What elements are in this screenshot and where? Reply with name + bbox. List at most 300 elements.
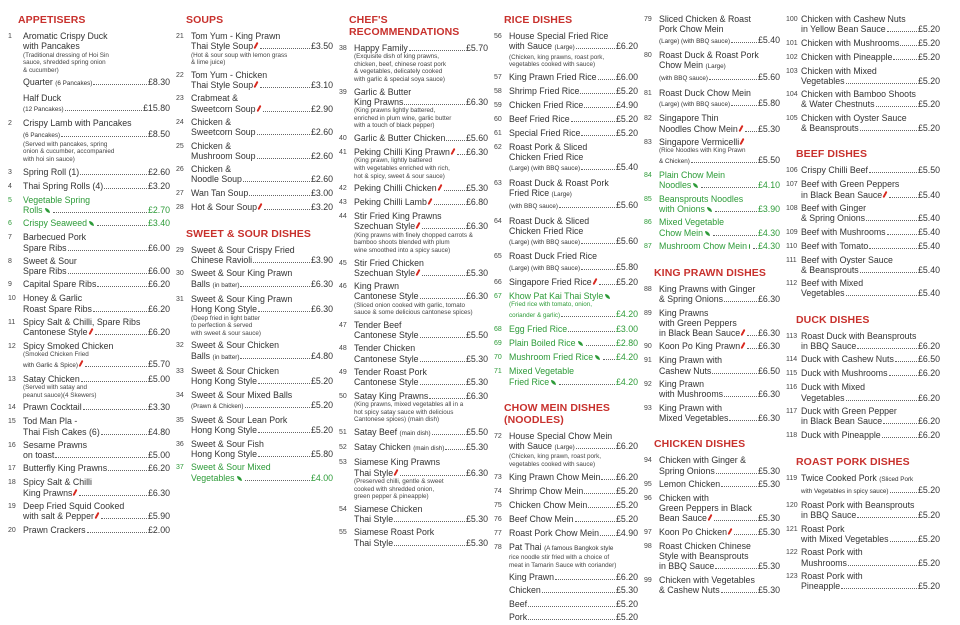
dot-leader	[258, 311, 310, 312]
item-price: £5.30	[757, 584, 780, 595]
menu-column-3	[339, 14, 494, 605]
item-line	[354, 281, 488, 291]
item-line	[509, 100, 638, 110]
dot-leader	[724, 301, 757, 302]
item-body	[659, 455, 780, 476]
item-price: £8.50	[147, 128, 170, 139]
item-name: Mixed Vegetable	[509, 366, 575, 377]
item-description: to perfection & served	[191, 322, 253, 330]
item-price: £2.60	[310, 127, 333, 138]
section-title: BEEF DISHES	[796, 148, 868, 161]
dot-leader	[581, 135, 615, 136]
item-name: Peking Chilli Lamb	[354, 197, 427, 208]
item-name: Sweet & Sour	[23, 255, 77, 266]
item-note: (Large)	[554, 44, 575, 52]
dot-leader	[731, 105, 757, 106]
item-body	[354, 527, 488, 548]
item-description: with a touch of black pepper)	[354, 122, 435, 130]
item-price: £6.20	[615, 572, 638, 583]
dot-leader	[445, 449, 465, 450]
item-line	[801, 165, 940, 175]
menu-item	[494, 72, 638, 83]
menu-item	[8, 232, 170, 253]
section-title: SWEET & SOUR DISHES	[186, 227, 311, 240]
item-number: 25	[176, 142, 184, 150]
item-line	[659, 180, 780, 190]
item-name: Siamese Roast Pork	[354, 527, 435, 538]
item-body	[191, 31, 333, 67]
item-body	[801, 278, 940, 299]
item-body	[801, 89, 940, 110]
item-price: £5.80	[615, 261, 638, 272]
item-price: £5.20	[615, 499, 638, 510]
item-number: 81	[644, 89, 652, 97]
item-price: £6.20	[615, 441, 638, 452]
menu-item	[176, 390, 333, 413]
item-line	[659, 98, 780, 110]
item-name: Plain Chow Mein	[659, 170, 726, 181]
item-name: Sweet & Sour King Prawn	[191, 293, 293, 304]
item-price: £6.80	[465, 197, 488, 208]
vegetarian-leaf-icon	[578, 341, 583, 346]
item-line	[801, 500, 940, 510]
item-line	[801, 227, 940, 237]
vegetarian-leaf-icon	[707, 207, 712, 212]
item-description: (Chicken, king prawns, roast pork,	[509, 53, 605, 61]
menu-item	[494, 277, 638, 288]
menu-item	[786, 14, 940, 35]
menu-item	[494, 486, 638, 497]
item-line	[801, 288, 940, 298]
item-number: 118	[786, 431, 798, 439]
item-price: £5.00	[147, 373, 170, 384]
item-body	[191, 462, 333, 483]
item-body	[509, 472, 638, 483]
dot-leader	[101, 518, 147, 519]
item-line	[354, 427, 488, 439]
dot-leader	[709, 79, 757, 80]
item-name: & Spring Onions	[801, 213, 866, 224]
item-name: with Mixed Vegetables	[801, 534, 889, 545]
menu-item	[786, 524, 940, 545]
item-body	[509, 366, 638, 387]
item-line	[659, 88, 780, 98]
dot-leader	[253, 262, 310, 263]
item-number: 52	[339, 444, 347, 452]
dot-leader	[245, 407, 310, 408]
dot-leader	[883, 423, 917, 424]
item-body	[801, 430, 940, 441]
dot-leader	[893, 59, 917, 60]
item-body	[354, 367, 488, 388]
item-price: £4.20	[615, 352, 638, 363]
menu-item	[494, 572, 638, 582]
menu-item	[176, 439, 333, 460]
menu-item	[786, 354, 940, 365]
item-name: Fried Rice	[509, 187, 550, 198]
item-name: Chicken with Mushrooms	[801, 37, 900, 48]
item-body	[23, 77, 170, 89]
menu-item	[644, 575, 780, 596]
item-line	[659, 328, 780, 338]
item-body	[659, 194, 780, 215]
item-line	[509, 31, 638, 41]
menu-item	[176, 294, 333, 337]
item-number: 3	[8, 168, 12, 176]
item-line	[801, 66, 940, 76]
item-line	[23, 501, 170, 511]
item-body	[801, 524, 940, 545]
dot-leader	[701, 187, 757, 188]
item-price: £6.20	[917, 429, 940, 440]
dot-leader	[53, 212, 147, 213]
item-body	[354, 457, 488, 500]
item-line	[354, 320, 488, 330]
item-name: Hong Kong Style	[191, 448, 258, 459]
menu-item	[176, 340, 333, 363]
menu-item	[176, 415, 333, 436]
item-price: £6.20	[917, 392, 940, 403]
item-name: King Prawns	[354, 96, 404, 107]
item-description: bamboo shoots blended with plum	[354, 239, 450, 247]
item-body	[509, 291, 638, 321]
dot-leader	[559, 207, 615, 208]
item-number: 87	[644, 242, 652, 250]
item-line	[509, 114, 638, 124]
item-name: Crispy Chilli Beef	[801, 165, 868, 176]
item-number	[494, 599, 509, 609]
item-body	[509, 324, 638, 335]
item-description: sauce & some delicious cantonese spices)	[354, 309, 473, 317]
item-line	[191, 151, 333, 161]
menu-item	[494, 599, 638, 609]
item-description: with hoi sin sauce)	[23, 156, 75, 164]
menu-item	[786, 52, 940, 63]
dot-leader	[260, 87, 310, 88]
menu-section	[339, 14, 488, 551]
section-title: CHICKEN DISHES	[654, 438, 746, 451]
item-name: Chow Mein	[659, 227, 704, 238]
vegetarian-leaf-icon	[45, 208, 50, 213]
item-name: Crispy Lamb with Pancakes	[23, 118, 132, 129]
item-body	[659, 170, 780, 191]
dot-leader	[588, 507, 615, 508]
item-number: 23	[176, 95, 184, 103]
menu-item	[176, 268, 333, 291]
menu-item	[786, 203, 940, 224]
item-line	[23, 477, 170, 487]
item-name: Singapore Thin	[659, 113, 719, 124]
item-name: Singapore Fried Rice	[509, 277, 592, 288]
item-price: £5.60	[465, 133, 488, 144]
item-line	[191, 104, 333, 114]
item-name: Shrimp Chow Mein	[509, 485, 584, 496]
item-number: 2	[8, 120, 12, 128]
item-line	[801, 341, 940, 351]
item-description: (Rice Noodles with King Prawn	[659, 147, 746, 155]
item-name: Roast Duck Fried Rice	[509, 251, 597, 262]
item-price: £5.00	[147, 450, 170, 461]
menu-section	[786, 444, 940, 595]
item-number: 62	[494, 143, 502, 151]
menu-item	[339, 527, 488, 548]
menu-item	[176, 462, 333, 483]
dot-leader	[101, 434, 147, 435]
item-line	[354, 197, 488, 207]
item-line	[509, 514, 638, 524]
menu-item	[176, 202, 333, 213]
item-name: Beef with Ginger	[801, 202, 867, 213]
item-number: 34	[176, 391, 184, 399]
dot-leader	[422, 275, 465, 276]
item-number: 63	[494, 179, 502, 187]
item-price: £5.30	[465, 183, 488, 194]
dot-leader	[65, 110, 142, 111]
item-description: onion & cucumber, accompanied	[23, 148, 115, 156]
item-number	[8, 77, 23, 89]
item-number: 21	[176, 33, 184, 40]
dot-leader	[857, 517, 917, 518]
menu-item	[8, 374, 170, 399]
item-name: Roast Pork	[801, 523, 845, 534]
menu-item	[644, 355, 780, 376]
item-description: hot & spicy, sweet & sour sauce)	[354, 172, 445, 180]
item-line	[509, 441, 638, 453]
item-line	[23, 427, 170, 437]
item-number: 113	[786, 332, 798, 340]
item-price: £5.20	[615, 127, 638, 138]
item-name: Half Duck	[23, 92, 62, 103]
item-number: 10	[8, 295, 16, 303]
item-name: Tod Man Pla -	[23, 416, 78, 427]
item-line	[23, 256, 170, 266]
item-price: £5.30	[615, 585, 638, 596]
item-body	[801, 38, 940, 49]
item-body	[191, 117, 333, 138]
item-number: 55	[339, 529, 347, 537]
item-line	[23, 218, 170, 228]
item-name: House Special Fried Rice	[509, 31, 609, 41]
item-line	[191, 174, 333, 184]
item-line	[23, 359, 170, 371]
item-line	[801, 524, 940, 534]
dot-leader	[747, 335, 757, 336]
item-line	[509, 377, 638, 387]
item-line	[23, 266, 170, 276]
item-number: 65	[494, 253, 502, 261]
item-line	[509, 309, 638, 321]
item-number: 61	[494, 129, 502, 137]
dot-leader	[869, 172, 917, 173]
dot-leader	[890, 541, 917, 542]
section-title: ROAST PORK DISHES	[796, 455, 910, 468]
item-body	[23, 440, 170, 461]
item-body	[191, 390, 333, 413]
item-name: Satay Beef	[354, 426, 398, 437]
dot-leader	[243, 181, 310, 182]
item-name: Chicken Fried Rice	[509, 152, 584, 163]
item-number: 100	[786, 16, 798, 23]
item-number: 54	[339, 505, 347, 513]
item-number: 33	[176, 367, 184, 375]
item-line	[354, 97, 488, 107]
item-name: Balls	[191, 278, 211, 289]
item-name: Chow Mein	[659, 60, 704, 71]
item-price: £2.90	[310, 103, 333, 114]
item-name: Vegetable Spring	[23, 194, 91, 205]
item-name: Peking Chilli Chicken	[354, 183, 437, 194]
item-name: Siamese King Prawns	[354, 457, 441, 468]
item-line	[354, 258, 488, 268]
item-body	[801, 241, 940, 252]
item-name: Satay King Prawns	[354, 390, 429, 401]
item-price: £5.30	[757, 561, 780, 572]
item-description: with vegetables enriched with rich,	[354, 164, 450, 172]
item-number: 20	[8, 526, 16, 534]
chili-icon	[740, 138, 745, 145]
item-line	[509, 277, 638, 287]
item-line	[23, 416, 170, 426]
item-body	[23, 256, 170, 277]
dot-leader	[108, 470, 147, 471]
dot-leader	[600, 535, 615, 536]
item-number: 13	[8, 375, 16, 383]
item-name: Chicken with	[659, 492, 709, 503]
item-line	[801, 406, 940, 416]
item-line	[509, 599, 638, 609]
dot-leader	[457, 154, 465, 155]
item-price: £4.90	[615, 99, 638, 110]
item-line	[23, 440, 170, 450]
menu-item	[176, 31, 333, 67]
dot-leader	[584, 107, 615, 108]
item-number: 6	[8, 220, 12, 228]
item-line	[659, 72, 780, 84]
item-body	[354, 427, 488, 439]
item-description: peanut sauce)(4 Skewers)	[23, 391, 97, 399]
item-name: Aromatic Crispy Duck	[23, 31, 108, 41]
item-name: Khow Pat Kai Thai Style	[509, 291, 604, 302]
item-number: 1	[8, 33, 12, 40]
item-body	[801, 406, 940, 427]
item-price: £6.20	[917, 341, 940, 352]
item-price: £6.50	[757, 365, 780, 376]
item-name: Fried Rice	[509, 376, 550, 387]
item-name: Roast Pork with	[801, 570, 863, 581]
item-line	[191, 202, 333, 212]
item-line	[23, 103, 170, 115]
item-line	[23, 450, 170, 460]
item-body	[801, 571, 940, 592]
item-line	[23, 402, 170, 412]
item-note: (Sliced Pork	[879, 475, 914, 483]
item-line	[659, 503, 780, 513]
menu-item	[644, 541, 780, 572]
item-number: 60	[494, 115, 502, 123]
menu-item	[786, 66, 940, 87]
item-line	[509, 338, 638, 348]
chili-icon	[437, 184, 442, 191]
item-name: Duck with Pineapple	[801, 429, 881, 440]
item-line	[801, 485, 940, 497]
menu-item	[644, 403, 780, 424]
item-price: £5.20	[310, 376, 333, 387]
item-number: 64	[494, 217, 502, 225]
item-line	[191, 439, 333, 449]
item-body	[659, 355, 780, 376]
menu-section	[644, 14, 780, 255]
item-number: 84	[644, 172, 652, 180]
item-name: Spare Ribs	[23, 266, 67, 277]
item-line	[23, 463, 170, 473]
item-line	[509, 542, 638, 554]
item-body	[23, 463, 170, 474]
item-number: 99	[644, 576, 652, 584]
item-line	[191, 117, 333, 127]
item-price: £5.20	[615, 513, 638, 524]
menu-item	[8, 279, 170, 290]
item-note: (main dish)	[399, 429, 431, 437]
item-price: £6.20	[917, 416, 940, 427]
item-line	[23, 488, 170, 498]
item-body	[509, 86, 638, 97]
item-number: 114	[786, 356, 798, 364]
item-price: £6.30	[147, 487, 170, 498]
item-number: 69	[494, 340, 502, 348]
item-line	[354, 147, 488, 157]
item-line	[659, 284, 780, 294]
item-line	[354, 87, 488, 97]
dot-leader	[555, 579, 615, 580]
item-number: 116	[786, 384, 798, 392]
item-number: 108	[786, 204, 798, 212]
dot-leader	[263, 111, 310, 112]
item-number: 5	[8, 196, 12, 204]
item-line	[801, 76, 940, 86]
item-price: £2.60	[147, 166, 170, 177]
item-price: £6.20	[147, 303, 170, 314]
item-number: 39	[339, 88, 347, 96]
item-body	[509, 72, 638, 83]
item-name: Thai Style	[354, 467, 394, 478]
item-number: 44	[339, 213, 347, 221]
item-number: 79	[644, 16, 652, 23]
item-price: £5.90	[147, 511, 170, 522]
item-description: & lime juice)	[191, 59, 226, 67]
item-price: £5.30	[465, 537, 488, 548]
dot-leader	[559, 384, 615, 385]
menu-item	[339, 258, 488, 279]
dot-leader	[715, 211, 757, 212]
item-description: (Traditional dressing of Hoi Sin	[23, 51, 109, 59]
item-note: (6 Pancakes)	[23, 131, 61, 139]
item-body	[23, 279, 170, 290]
item-body	[509, 251, 638, 274]
item-name: Beef with Tomato	[801, 240, 869, 251]
item-note: (Prawn & Chicken)	[191, 402, 244, 410]
item-body	[509, 542, 638, 569]
menu-item	[8, 167, 170, 178]
item-name: Thai Style Soup	[191, 80, 254, 91]
item-line	[509, 41, 638, 53]
item-line	[659, 455, 780, 465]
menu-item	[786, 571, 940, 592]
item-body	[659, 284, 780, 305]
item-number: 15	[8, 418, 16, 426]
item-price: £5.30	[757, 526, 780, 537]
menu-item	[786, 241, 940, 252]
menu-item	[8, 181, 170, 192]
